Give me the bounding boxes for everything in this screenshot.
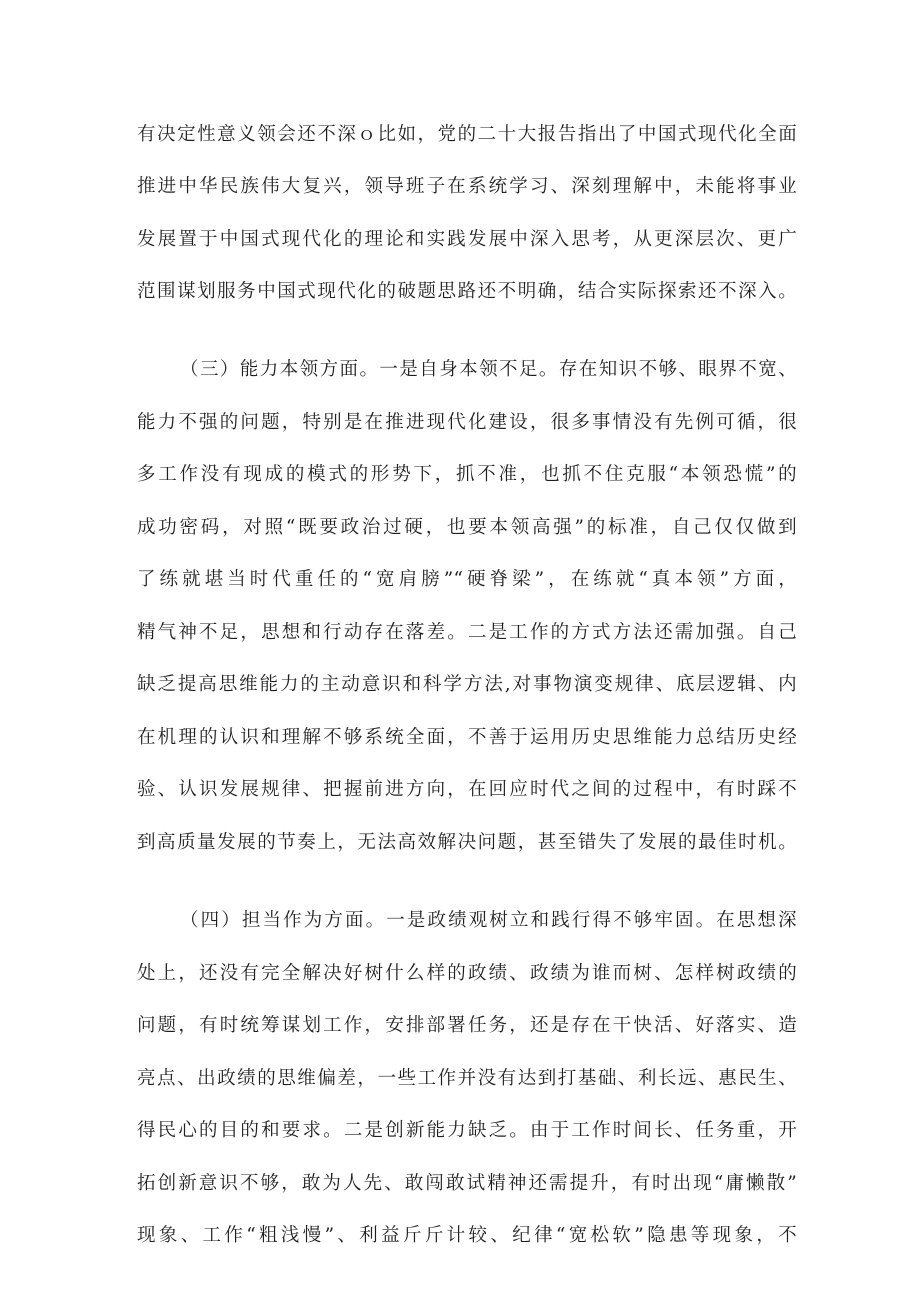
text-line: 处上，还没有完全解决好树什么样的政绩、政绩为谁而树、怎样树政绩的: [137, 963, 797, 984]
text-line: （三）能力本领方面。一是自身本领不足。存在知识不够、眼界不宽、: [180, 359, 797, 380]
text-line: 验、认识发展规律、把握前进方向，在回应时代之间的过程中，有时踩不: [137, 779, 797, 800]
text-line: 亮点、出政绩的思维偏差，一些工作并没有达到打基础、利长远、惠民生、: [137, 1068, 797, 1089]
text-line: 成功密码，对照“既要政治过硬，也要本领高强”的标准，自己仅仅做到: [137, 517, 797, 538]
text-line: 精气神不足，思想和行动存在落差。二是工作的方式方法还需加强。自己: [137, 622, 797, 643]
text-line: 得民心的目的和要求。二是创新能力缺乏。由于工作时间长、任务重，开: [137, 1120, 797, 1141]
text-line: 能力不强的问题，特别是在推进现代化建设，很多事情没有先例可循，很: [137, 412, 797, 433]
text-line: 拓创新意识不够，敢为人先、敢闯敢试精神还需提升，有时出现“庸懒散”: [137, 1173, 797, 1194]
text-line: 推进中华民族伟大复兴，领导班子在系统学习、深刻理解中，未能将事业: [137, 176, 797, 197]
text-line: 有决定性意义领会还不深ｏ比如，党的二十大报告指出了中国式现代化全面: [137, 124, 797, 145]
text-line: 在机理的认识和理解不够系统全面，不善于运用历史思维能力总结历史经: [137, 727, 797, 748]
text-line: 了练就堪当时代重任的“宽肩膀”“硬脊梁”，在练就“真本领”方面，: [137, 569, 797, 590]
text-line: 到高质量发展的节奏上，无法高效解决问题，甚至错失了发展的最佳时机。: [137, 832, 797, 853]
text-line: 多工作没有现成的模式的形势下，抓不准，也抓不住克服“本领恐慌”的: [137, 464, 797, 485]
text-line: （四）担当作为方面。一是政绩观树立和践行得不够牢固。在思想深: [180, 910, 797, 931]
text-line: 缺乏提高思维能力的主动意识和科学方法,对事物演变规律、底层逻辑、内: [137, 674, 797, 695]
text-line: 发展置于中国式现代化的理论和实践发展中深入思考，从更深层次、更广: [137, 229, 797, 250]
text-line: 范围谋划服务中国式现代化的破题思路还不明确，结合实际探索还不深入。: [137, 281, 797, 302]
text-line: 问题，有时统筹谋划工作，安排部署任务，还是存在干快活、好落实、造: [137, 1015, 797, 1036]
text-line: 现象、工作“粗浅慢”、利益斤斤计较、纪律“宽松软”隐患等现象，不: [137, 1225, 797, 1246]
